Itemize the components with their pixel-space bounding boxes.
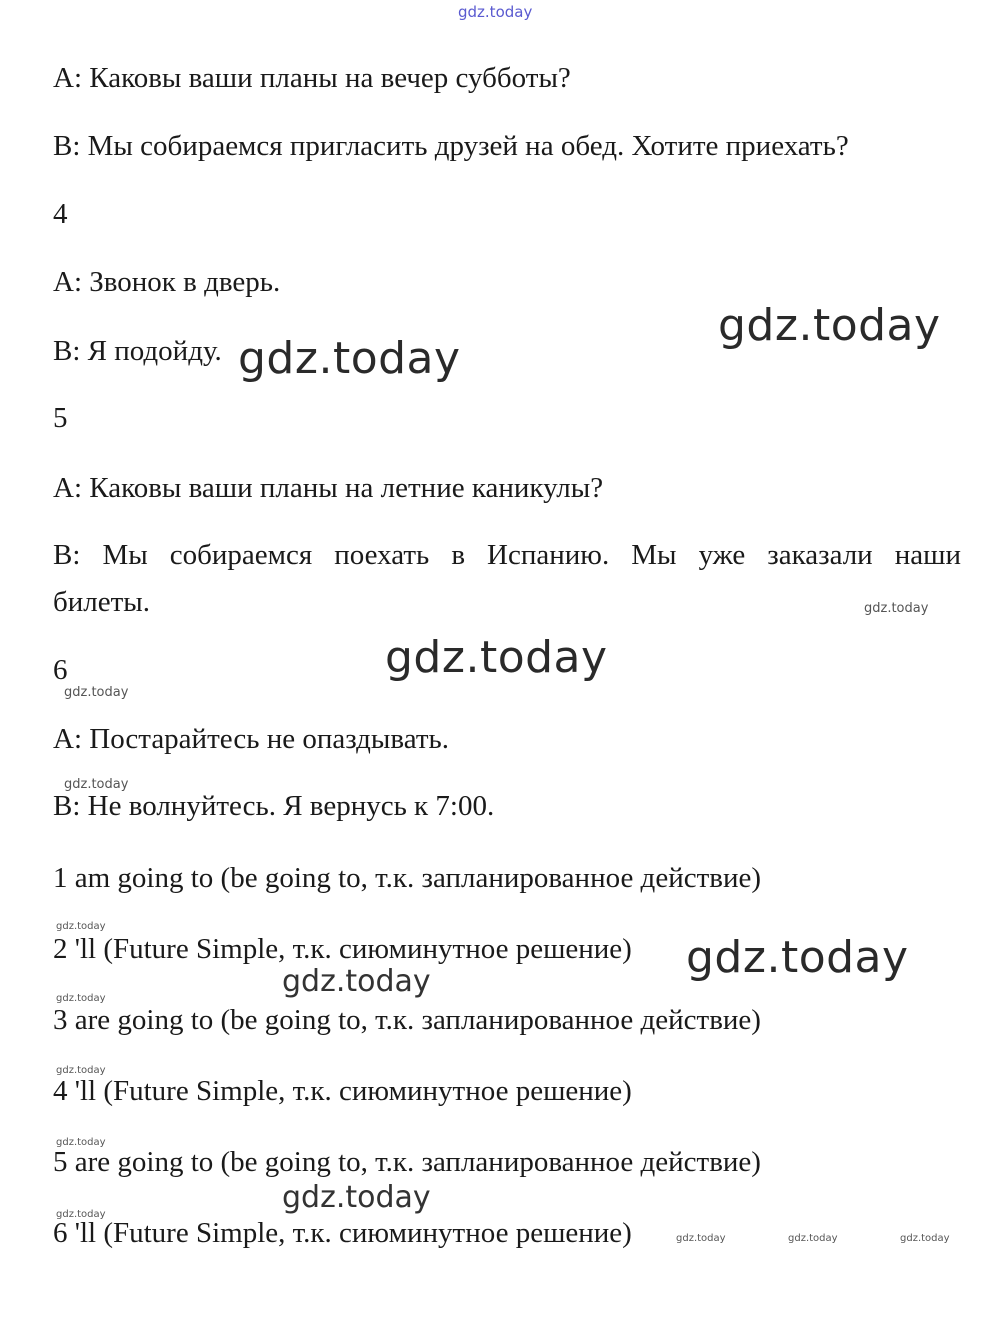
watermark-large-4: gdz.today [686, 932, 909, 983]
dialog-5-line-b-part2: билеты. [53, 586, 151, 618]
dialog-number-6: 6 [53, 654, 68, 686]
answer-2: 2 'll (Future Simple, т.к. сиюминутное решение) [53, 933, 632, 965]
answer-3: 3 are going to (be going to, т.к. запланированное действие) [53, 1004, 761, 1036]
answer-6: 6 'll (Future Simple, т.к. сиюминутное решение) [53, 1217, 632, 1249]
watermark-xsmall-5: gdz.today [56, 1209, 106, 1220]
answer-4: 4 'll (Future Simple, т.к. сиюминутное решение) [53, 1075, 632, 1107]
dialog-5-line-b [53, 532, 961, 626]
watermark-xsmall-1: gdz.today [56, 921, 106, 932]
watermark-small-3: gdz.today [64, 777, 129, 792]
watermark-xsmall-4: gdz.today [56, 1137, 106, 1148]
watermark-xsmall-2: gdz.today [56, 993, 106, 1004]
dialog-6-line-a: A: Постарайтесь не опаздывать. [53, 723, 449, 755]
dialog-number-5: 5 [53, 402, 68, 434]
dialog-6-line-b: B: Не волнуйтесь. Я вернусь к 7:00. [53, 790, 495, 822]
watermark-small-2: gdz.today [64, 685, 129, 700]
watermark-large-3: gdz.today [385, 632, 608, 683]
dialog-4-line-a: A: Звонок в дверь. [53, 266, 281, 298]
answer-5: 5 are going to (be going to, т.к. запланированное действие) [53, 1146, 761, 1178]
dialog-number-4: 4 [53, 198, 68, 230]
watermark-xsmall-7: gdz.today [788, 1233, 838, 1244]
watermark-medium-2: gdz.today [282, 1180, 431, 1215]
watermark-medium-1: gdz.today [282, 964, 431, 999]
dialog-5-line-b-part1: B: Мы собираемся поехать в Испанию. Мы уже заказали наши [53, 539, 961, 571]
watermark-large-1: gdz.today [718, 300, 941, 351]
watermark-xsmall-8: gdz.today [900, 1233, 950, 1244]
dialog-3-line-b: B: Мы собираемся пригласить друзей на обед. Хотите приехать? [53, 130, 849, 162]
dialog-4-line-b: B: Я подойду. [53, 335, 222, 367]
watermark-xsmall-6: gdz.today [676, 1233, 726, 1244]
watermark-large-2: gdz.today [238, 333, 461, 384]
watermark-top: gdz.today [458, 3, 533, 21]
dialog-3-line-a: A: Каковы ваши планы на вечер субботы? [53, 62, 571, 94]
watermark-small-1: gdz.today [864, 601, 929, 616]
answer-1: 1 am going to (be going to, т.к. запланированное действие) [53, 862, 761, 894]
watermark-xsmall-3: gdz.today [56, 1065, 106, 1076]
dialog-5-line-a: A: Каковы ваши планы на летние каникулы? [53, 472, 604, 504]
